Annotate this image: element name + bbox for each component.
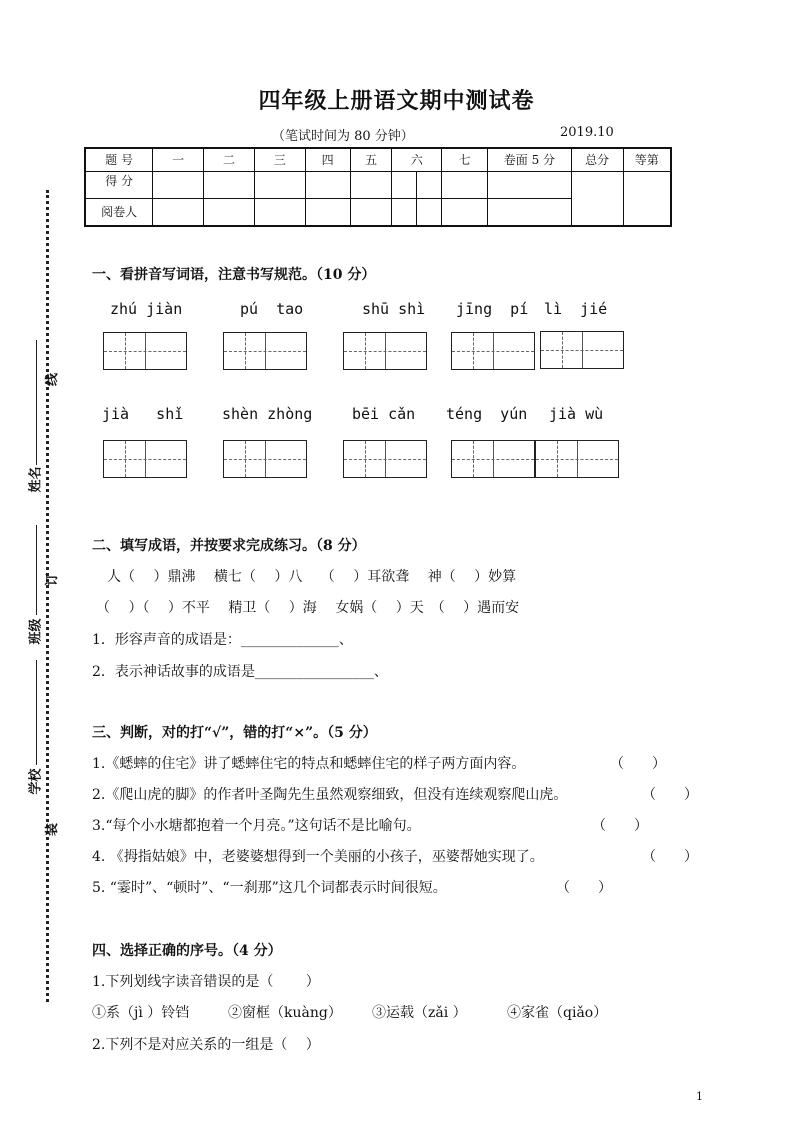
pinyin: zhú jiàn bbox=[110, 300, 183, 318]
option: ③运载（zǎi ） bbox=[372, 1005, 467, 1021]
pinyin: shèn zhòng bbox=[222, 405, 313, 423]
answer-paren[interactable]: （ ） bbox=[642, 849, 698, 865]
question: 2．表示神话故事的成语是_________________、 bbox=[92, 664, 388, 680]
exam-date: 2019.10 bbox=[560, 125, 614, 140]
grade-cell bbox=[623, 171, 671, 226]
binding-dotted-line bbox=[46, 190, 49, 1002]
name-field-label: 姓名 bbox=[28, 466, 44, 493]
total-score-cell bbox=[571, 171, 623, 226]
writing-box[interactable] bbox=[451, 332, 535, 370]
option: ④家雀（qiǎo） bbox=[507, 1005, 608, 1021]
pinyin: jīng pí bbox=[456, 300, 529, 318]
exam-duration: （笔试时间为 80 分钟） bbox=[272, 129, 414, 144]
pinyin: jià shǐ bbox=[102, 405, 184, 423]
section3-heading: 三、判断，对的打“√”，错的打“×”。（5 分） bbox=[92, 725, 377, 741]
header-cell: 一 bbox=[153, 148, 204, 171]
score-table bbox=[84, 147, 672, 227]
pinyin: shū shì bbox=[362, 300, 426, 318]
header-cell: 题 号 bbox=[85, 148, 153, 171]
writing-box[interactable] bbox=[223, 440, 307, 478]
writing-box[interactable] bbox=[451, 440, 535, 478]
header-cell: 卷面 5 分 bbox=[488, 148, 572, 171]
writing-box[interactable] bbox=[540, 331, 624, 369]
header-cell: 三 bbox=[254, 148, 305, 171]
question: 1．形容声音的成语是：______________、 bbox=[92, 632, 353, 648]
row-label: 得 分 bbox=[85, 171, 153, 198]
section4-heading: 四、选择正确的序号。（4 分） bbox=[92, 943, 282, 959]
class-field-label: 班级 bbox=[28, 618, 44, 645]
question: 1.下列划线字读音错误的是（ ） bbox=[92, 974, 320, 990]
pinyin: pú tao bbox=[240, 300, 304, 318]
bind-char-xian: 线 bbox=[45, 372, 61, 387]
idiom-line: （ ）（ ）不平 精卫（ ）海 女娲（ ）天 （ ）遇而安 bbox=[96, 600, 520, 616]
pinyin: jià wù bbox=[549, 405, 604, 423]
answer-paren[interactable]: （ ） bbox=[556, 880, 612, 896]
option: ②窗框（kuàng） bbox=[228, 1005, 342, 1021]
school-field-line[interactable] bbox=[36, 660, 37, 765]
writing-box[interactable] bbox=[343, 332, 427, 370]
option: ①系（jì ）铃铛 bbox=[92, 1005, 190, 1021]
writing-box[interactable] bbox=[103, 332, 187, 370]
writing-box[interactable] bbox=[535, 440, 619, 478]
pinyin: lì jié bbox=[544, 300, 608, 318]
bind-char-zhuang: 装 bbox=[45, 822, 61, 837]
school-field-label: 学校 bbox=[28, 768, 44, 795]
judge-item: 2.《爬山虎的脚》的作者叶圣陶先生虽然观察细致，但没有连续观察爬山虎。 bbox=[92, 787, 568, 803]
pinyin: téng yún bbox=[446, 405, 528, 423]
page-title: 四年级上册语文期中测试卷 bbox=[258, 88, 535, 114]
answer-paren[interactable]: （ ） bbox=[642, 787, 698, 803]
header-cell: 总分 bbox=[571, 148, 623, 171]
judge-item: 3.“每个小水塘都抱着一个月亮。”这句话不是比喻句。 bbox=[92, 818, 421, 834]
header-cell: 七 bbox=[442, 148, 488, 171]
bind-char-ding: 订 bbox=[45, 572, 61, 587]
pinyin: bēi cǎn bbox=[352, 405, 416, 423]
header-cell: 六 bbox=[392, 148, 442, 171]
question: 2.下列不是对应关系的一组是（ ） bbox=[92, 1037, 320, 1053]
judge-item: 1.《蟋蟀的住宅》讲了蟋蟀住宅的特点和蟋蟀住宅的样子两方面内容。 bbox=[92, 756, 526, 772]
header-cell: 等第 bbox=[623, 148, 671, 171]
idiom-line: 人（ ）鼎沸 横七（ ）八 （ ）耳欲聋 神（ ）妙算 bbox=[107, 569, 517, 585]
writing-box[interactable] bbox=[223, 332, 307, 370]
class-field-line[interactable] bbox=[36, 525, 37, 615]
answer-paren[interactable]: （ ） bbox=[592, 818, 648, 834]
writing-box[interactable] bbox=[103, 440, 187, 478]
judge-item: 5. “霎时”、“顿时”、“一刹那”这几个词都表示时间很短。 bbox=[92, 880, 447, 896]
header-cell: 五 bbox=[350, 148, 392, 171]
section1-heading: 一、看拼音写词语，注意书写规范。（10 分） bbox=[92, 267, 376, 283]
section2-heading: 二、填写成语，并按要求完成练习。（8 分） bbox=[92, 538, 366, 554]
name-field-line[interactable] bbox=[36, 340, 37, 465]
row-label: 阅卷人 bbox=[85, 198, 153, 226]
page-number: 1 bbox=[696, 1090, 703, 1103]
judge-item: 4. 《拇指姑娘》中，老婆婆想得到一个美丽的小孩子，巫婆帮她实现了。 bbox=[92, 849, 544, 865]
answer-paren[interactable]: （ ） bbox=[610, 756, 666, 772]
header-cell: 二 bbox=[204, 148, 255, 171]
header-cell: 四 bbox=[305, 148, 350, 171]
writing-box[interactable] bbox=[343, 440, 427, 478]
